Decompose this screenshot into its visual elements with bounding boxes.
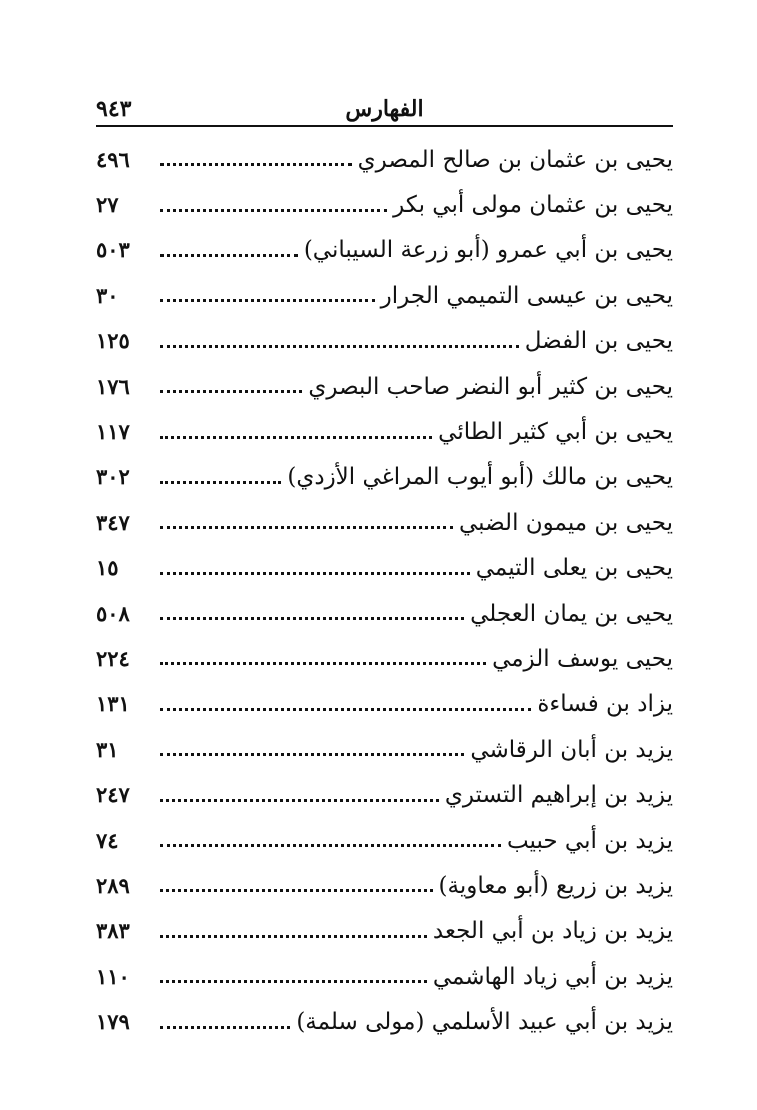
dot-leader (160, 572, 470, 575)
dot-leader (160, 1026, 290, 1029)
page-title: الفهارس (345, 96, 424, 122)
entry-page-number: ١١٠ (96, 963, 130, 989)
index-entry (96, 591, 673, 636)
entry-name: يزيد بن إبراهيم التستري (444, 782, 673, 809)
index-entry (96, 455, 673, 500)
entry-name: يزيد بن أبان الرقاشي (470, 736, 673, 763)
index-entry (96, 182, 673, 227)
index-list (96, 137, 673, 1045)
entry-page-number: ٢٨٩ (96, 872, 130, 898)
dot-leader (160, 889, 433, 892)
dot-leader (160, 935, 427, 938)
index-entry (96, 863, 673, 908)
dot-leader (160, 481, 281, 484)
entry-page-number: ٣٠٢ (96, 464, 130, 490)
entry-page-number: ٣٤٧ (96, 509, 130, 535)
dot-leader (160, 799, 439, 802)
dot-leader (160, 753, 464, 756)
dot-leader (160, 708, 531, 711)
entry-page-number: ٣١ (96, 736, 119, 762)
entry-name: يحيى بن الفضل (524, 328, 673, 355)
entry-page-number: ١١٧ (96, 419, 130, 445)
index-entry (96, 999, 673, 1044)
entry-page-number: ٢٧ (96, 192, 119, 218)
entry-page-number: ١٧٦ (96, 373, 130, 399)
dot-leader (160, 390, 302, 393)
entry-page-number: ٣٠ (96, 282, 119, 308)
index-entry (96, 727, 673, 772)
index-entry (96, 546, 673, 591)
header-divider (96, 125, 673, 127)
index-entry (96, 500, 673, 545)
entry-page-number: ٤٩٦ (96, 146, 130, 172)
index-entry (96, 228, 673, 273)
dot-leader (160, 209, 387, 212)
index-entry (96, 364, 673, 409)
index-entry (96, 636, 673, 681)
entry-name: يزيد بن زريع (أبو معاوية) (438, 872, 673, 899)
entry-page-number: ١٧٩ (96, 1009, 130, 1035)
entry-name: يزيد بن أبي حبيب (506, 827, 673, 854)
index-entry (96, 954, 673, 999)
dot-leader (160, 526, 453, 529)
entry-name: يحيى بن عثمان بن صالح المصري (357, 146, 673, 173)
dot-leader (160, 436, 432, 439)
entry-name: يحيى بن عثمان مولى أبي بكر (393, 192, 673, 219)
entry-name: يزيد بن زياد بن أبي الجعد (432, 918, 673, 945)
dot-leader (160, 980, 427, 983)
entry-name: يزاد بن فساءة (537, 691, 673, 718)
entry-page-number: ٥٠٨ (96, 600, 130, 626)
entry-name: يحيى بن كثير أبو النضر صاحب البصري (308, 373, 673, 400)
entry-page-number: ١٣١ (96, 691, 130, 717)
entry-page-number: ٢٤٧ (96, 782, 130, 808)
entry-name: يحيى بن يعلى التيمي (475, 555, 673, 582)
entry-name: يحيى بن يمان العجلي (470, 600, 673, 627)
dot-leader (160, 299, 375, 302)
index-entry (96, 409, 673, 454)
entry-page-number: ٥٠٣ (96, 237, 130, 263)
page-header (96, 96, 673, 124)
index-entry (96, 137, 673, 182)
entry-name: يزيد بن أبي عبيد الأسلمي (مولى سلمة) (296, 1009, 673, 1036)
entry-name: يحيى يوسف الزمي (492, 645, 673, 672)
index-entry (96, 682, 673, 727)
index-entry (96, 772, 673, 817)
dot-leader (160, 254, 298, 257)
dot-leader (160, 345, 519, 348)
dot-leader (160, 617, 464, 620)
entry-name: يزيد بن أبي زياد الهاشمي (432, 963, 673, 990)
entry-name: يحيى بن أبي عمرو (أبو زرعة السيباني) (303, 237, 673, 264)
entry-page-number: ١٢٥ (96, 328, 130, 354)
index-entry (96, 273, 673, 318)
index-entry (96, 319, 673, 364)
index-entry (96, 818, 673, 863)
dot-leader (160, 662, 486, 665)
entry-name: يحيى بن ميمون الضبي (459, 509, 673, 536)
entry-name: يحيى بن أبي كثير الطائي (438, 419, 673, 446)
dot-leader (160, 163, 352, 166)
entry-page-number: ٢٢٤ (96, 645, 130, 671)
page-number: ٩٤٣ (96, 96, 132, 122)
entry-name: يحيى بن مالك (أبو أيوب المراغي الأزدي) (287, 464, 673, 491)
entry-page-number: ٣٨٣ (96, 918, 130, 944)
entry-page-number: ٧٤ (96, 827, 119, 853)
entry-page-number: ١٥ (96, 555, 119, 581)
entry-name: يحيى بن عيسى التميمي الجرار (380, 282, 673, 309)
index-entry (96, 909, 673, 954)
dot-leader (160, 844, 501, 847)
